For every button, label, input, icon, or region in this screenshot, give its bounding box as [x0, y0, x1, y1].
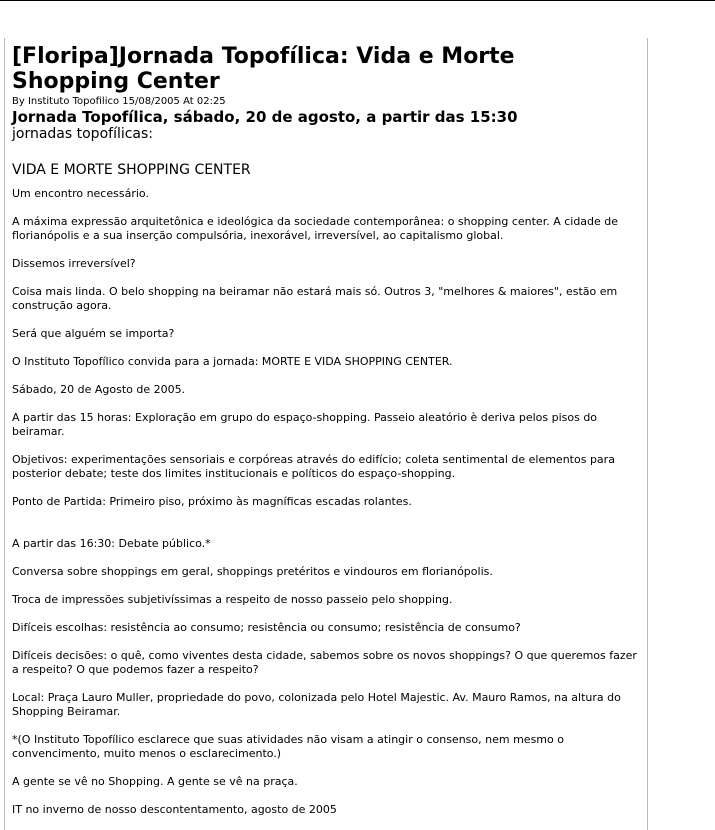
article-subtitle: Jornada Topofílica, sábado, 20 de agosto, a partir das 15:30	[12, 108, 518, 126]
paragraph: Conversa sobre shoppings em geral, shoppings pretéritos e vindouros em florianópolis.	[12, 565, 493, 578]
paragraph: A partir das 16:30: Debate público.*	[12, 537, 211, 550]
paragraph: *(O Instituto Topofílico esclarece que suas atividades não visam a atingir o consenso, nem mesmo o convencimento, muito menos o esclarecimento.)	[12, 733, 564, 760]
paragraph: Ponto de Partida: Primeiro piso, próximo às magníficas escadas rolantes.	[12, 495, 412, 508]
paragraph: Coisa mais linda. O belo shopping na beiramar não estará mais só. Outros 3, "melhores & maiores", estão em construção agora.	[12, 285, 618, 312]
top-rule	[0, 0, 715, 1]
paragraph: Será que alguém se importa?	[12, 327, 175, 340]
paragraph: Difíceis escolhas: resistência ao consumo; resistência ou consumo; resistência de consumo?	[12, 621, 521, 634]
paragraph: Local: Praça Lauro Muller, propriedade do povo, colonizada pelo Hotel Majestic. Av. Mauro Ramos, na altura do Shopping Beiramar.	[12, 691, 621, 718]
article-body	[12, 187, 642, 817]
article-byline: By Instituto Topofilico 15/08/2005 At 02:25	[12, 96, 226, 107]
paragraph: IT no inverno de nosso descontentamento, agosto de 2005	[12, 803, 337, 816]
paragraph: Dissemos irreversível?	[12, 257, 136, 270]
paragraph: A máxima expressão arquitetônica e ideológica da sociedade contemporânea: o shopping center. A cidade de florianópolis e a sua inserção compulsória, inexorável, irreversível, ao capitalismo global.	[12, 215, 619, 242]
paragraph: Objetivos: experimentações sensoriais e corpóreas através do edifício; coleta sentimental de elementos para posterior debate; teste dos limites institucionais e políticos do espaço-shopping.	[12, 453, 615, 480]
paragraph: Um encontro necessário.	[12, 187, 149, 200]
paragraph: A partir das 15 horas: Exploração em grupo do espaço-shopping. Passeio aleatório è deriva pelos pisos do beiramar.	[12, 411, 598, 438]
article	[4, 38, 648, 830]
paragraph: Troca de impressões subjetivíssimas a respeito de nosso passeio pelo shopping.	[12, 593, 453, 606]
article-tagline: jornadas topofílicas:	[12, 126, 154, 142]
article-heading: VIDA E MORTE SHOPPING CENTER	[12, 162, 251, 178]
paragraph: Difíceis decisões: o quê, como viventes desta cidade, sabemos sobre os novos shoppings? O que queremos fazer a respeito? O que podemos fazer a respeito?	[12, 649, 637, 676]
article-title: [Floripa]Jornada Topofílica: Vida e Morte Shopping Center	[12, 44, 515, 94]
paragraph: Sábado, 20 de Agosto de 2005.	[12, 383, 186, 396]
paragraph: A gente se vê no Shopping. A gente se vê na praça.	[12, 775, 298, 788]
paragraph: O Instituto Topofílico convida para a jornada: MORTE E VIDA SHOPPING CENTER.	[12, 355, 453, 368]
